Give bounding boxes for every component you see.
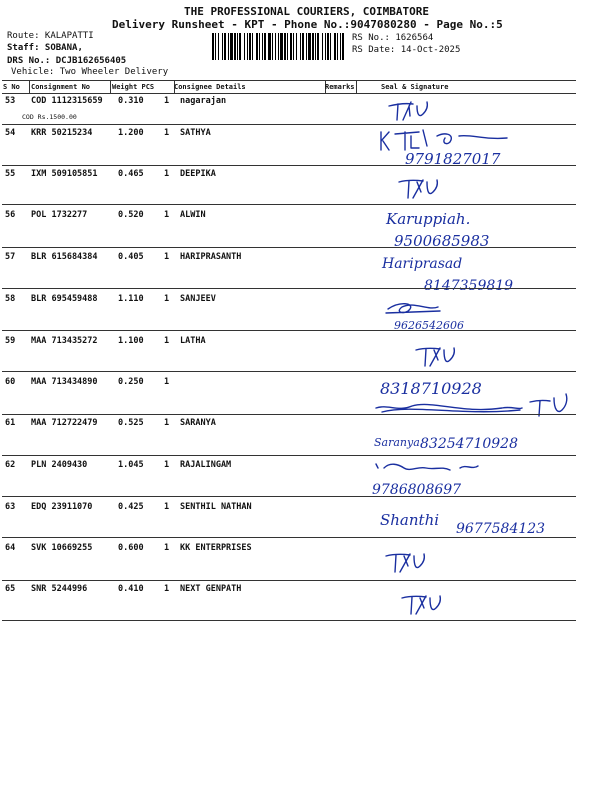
row-pcs: 1 — [164, 460, 170, 470]
row-rule — [2, 580, 576, 581]
row-sno: 57 — [5, 252, 16, 262]
row-consignee: DEEPIKA — [180, 169, 216, 179]
row-weight: 0.405 — [118, 252, 144, 262]
barcode — [212, 33, 346, 60]
row-pcs: 1 — [164, 502, 170, 512]
row-sno: 65 — [5, 584, 16, 594]
row-pcs: 1 — [164, 543, 170, 553]
row-sno: 64 — [5, 543, 16, 553]
row-rule — [2, 496, 576, 497]
row-weight: 1.100 — [118, 336, 144, 346]
row-weight: 0.425 — [118, 502, 144, 512]
row-rule — [2, 204, 576, 205]
signature-tu — [412, 344, 472, 370]
row-rule — [2, 124, 576, 125]
row-sno: 61 — [5, 418, 16, 428]
row-consignee: SENTHIL NATHAN — [180, 502, 252, 512]
signature-number: 83254710928 — [420, 436, 518, 452]
col-divider — [29, 80, 30, 93]
signature-number: 9786808697 — [372, 482, 462, 498]
signature-number: 9626542606 — [394, 319, 464, 332]
row-pcs: 1 — [164, 336, 170, 346]
row-sno: 55 — [5, 169, 16, 179]
row-consignment: MAA 713435272 — [31, 336, 98, 346]
col-header-sno: S No — [3, 83, 20, 91]
col-divider — [356, 80, 357, 93]
row-pcs: 1 — [164, 252, 170, 262]
signature-tu — [385, 98, 445, 124]
row-consignee: SATHYA — [180, 128, 211, 138]
row-consignment: POL 1732277 — [31, 210, 88, 220]
row-sno: 53 — [5, 96, 16, 106]
col-header-consignment: Consignment No — [31, 83, 91, 91]
row-consignment: SNR 5244996 — [31, 584, 88, 594]
row-sno: 59 — [5, 336, 16, 346]
signature-image — [375, 126, 545, 168]
row-consignment: MAA 712722479 — [31, 418, 98, 428]
signature-name: Saranya — [374, 436, 420, 449]
signature-number: 8147359819 — [424, 278, 514, 294]
row-pcs: 1 — [164, 377, 170, 387]
signature-image — [370, 458, 540, 498]
row-pcs: 1 — [164, 128, 170, 138]
row-consignee: KK ENTERPRISES — [180, 543, 252, 553]
row-weight: 0.250 — [118, 377, 144, 387]
row-rule — [2, 288, 576, 289]
signature-image — [372, 424, 572, 458]
row-pcs: 1 — [164, 96, 170, 106]
drs-label: DRS No.: DCJB162656405 — [7, 56, 127, 66]
row-weight: 0.465 — [118, 169, 144, 179]
row-weight: 0.410 — [118, 584, 144, 594]
row-consignment: PLN 2409430 — [31, 460, 88, 470]
signature-tu — [398, 592, 458, 618]
row-pcs: 1 — [164, 210, 170, 220]
row-sno: 56 — [5, 210, 16, 220]
row-consignee: SANJEEV — [180, 294, 216, 304]
signature-number: 9677584123 — [456, 521, 546, 537]
row-rule — [2, 330, 576, 331]
signature-number: 9791827017 — [405, 150, 501, 168]
signature-name: Karuppiah. — [386, 210, 471, 228]
route-label: Route: KALAPATTI — [7, 31, 94, 41]
table-bottom-rule — [2, 620, 576, 621]
col-header-seal: Seal & Signature — [381, 83, 449, 91]
signature-image — [378, 503, 578, 539]
signature-image — [380, 208, 550, 250]
row-consignment: KRR 50215234 — [31, 128, 93, 138]
row-rule — [2, 537, 576, 538]
vehicle-label: Vehicle: Two Wheeler Delivery — [11, 67, 169, 77]
row-pcs: 1 — [164, 418, 170, 428]
row-sno: 54 — [5, 128, 16, 138]
row-consignment: BLR 615684384 — [31, 252, 98, 262]
row-sno: 60 — [5, 377, 16, 387]
row-pcs: 1 — [164, 584, 170, 594]
cod-note: COD Rs.1500.00 — [22, 113, 77, 121]
signature-tu — [395, 176, 455, 202]
row-rule — [2, 414, 576, 415]
row-rule — [2, 371, 576, 372]
row-consignment: COD 1112315659 — [31, 96, 103, 106]
row-consignment: EDQ 23911070 — [31, 502, 93, 512]
signature-name: Shanthi — [380, 511, 440, 529]
row-rule — [2, 247, 576, 248]
row-rule — [2, 165, 576, 166]
row-rule — [2, 455, 576, 456]
col-header-weight-pcs: Weight PCS — [112, 83, 155, 91]
row-consignee: SARANYA — [180, 418, 216, 428]
row-weight: 1.200 — [118, 128, 144, 138]
rs-date: RS Date: 14-Oct-2025 — [352, 45, 461, 55]
table-header-rule — [2, 93, 576, 94]
row-sno: 62 — [5, 460, 16, 470]
table-top-rule — [2, 80, 576, 81]
col-divider — [110, 80, 111, 93]
row-weight: 1.045 — [118, 460, 144, 470]
signature-number: 8318710928 — [380, 379, 482, 398]
row-sno: 58 — [5, 294, 16, 304]
row-consignment: BLR 695459488 — [31, 294, 98, 304]
row-consignee: RAJALINGAM — [180, 460, 232, 470]
row-pcs: 1 — [164, 169, 170, 179]
signature-tu — [382, 550, 442, 576]
signature-number: 9500685983 — [394, 232, 490, 250]
document-title: THE PROFESSIONAL COURIERS, COIMBATORE — [184, 5, 430, 18]
row-consignee: NEXT GENPATH — [180, 584, 242, 594]
row-consignment: SVK 10669255 — [31, 543, 93, 553]
signature-image — [380, 297, 520, 333]
row-consignee: HARIPRASANTH — [180, 252, 242, 262]
row-weight: 0.310 — [118, 96, 144, 106]
signature-name: Hariprasad — [382, 256, 463, 272]
row-weight: 0.520 — [118, 210, 144, 220]
row-pcs: 1 — [164, 294, 170, 304]
row-consignment: IXM 509105851 — [31, 169, 98, 179]
rs-number: RS No.: 1626564 — [352, 33, 434, 43]
row-consignment: MAA 713434890 — [31, 377, 98, 387]
row-sno: 63 — [5, 502, 16, 512]
row-consignee: LATHA — [180, 336, 206, 346]
document-subtitle: Delivery Runsheet - KPT - Phone No.:9047080280 - Page No.:5 — [112, 18, 503, 31]
row-consignee: ALWIN — [180, 210, 206, 220]
row-weight: 1.110 — [118, 294, 144, 304]
staff-label: Staff: SOBANA, — [7, 43, 83, 53]
row-consignee: nagarajan — [180, 96, 227, 106]
row-weight: 0.600 — [118, 543, 144, 553]
col-header-remarks: Remarks — [325, 83, 355, 91]
row-weight: 0.525 — [118, 418, 144, 428]
col-header-consignee: Consignee Details — [174, 83, 246, 91]
